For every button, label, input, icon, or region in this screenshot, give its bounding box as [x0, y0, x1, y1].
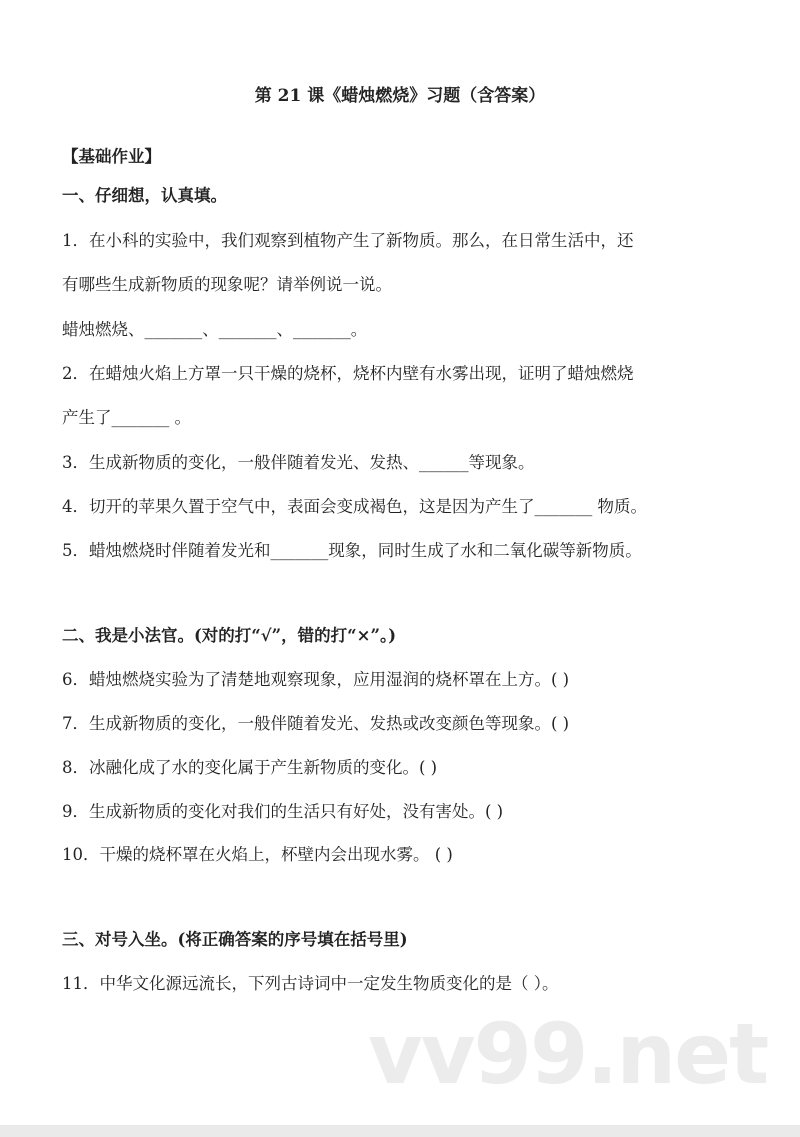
question-line: 9．生成新物质的变化对我们的生活只有好处，没有害处。( ): [62, 802, 504, 821]
question-line: 蜡烛燃烧、_______、_______、_______。: [62, 320, 368, 339]
part1-heading: 一、仔细想，认真填。: [62, 186, 227, 205]
document-title: 第 21 课《蜡烛燃烧》习题（含答案）: [254, 86, 546, 106]
section-label: 【基础作业】: [62, 147, 161, 166]
question-line: 3．生成新物质的变化，一般伴随着发光、发热、______等现象。: [62, 453, 535, 472]
question-line: 4．切开的苹果久置于空气中，表面会变成褐色，这是因为产生了_______ 物质。: [62, 497, 647, 516]
part2-heading: 二、我是小法官。(对的打“√”，错的打“×”。): [62, 626, 396, 645]
watermark: vv99.net: [368, 1005, 768, 1103]
question-line: 8．冰融化成了水的变化属于产生新物质的变化。( ): [62, 758, 438, 777]
question-line: 11．中华文化源远流长，下列古诗词中一定发生物质变化的是（ ）。: [62, 974, 559, 993]
question-line: 产生了_______ 。: [62, 408, 191, 427]
question-line: 10．干燥的烧杯罩在火焰上，杯壁内会出现水雾。 ( ): [62, 845, 453, 864]
question-line: 6．蜡烛燃烧实验为了清楚地观察现象，应用湿润的烧杯罩在上方。( ): [62, 670, 570, 689]
question-line: 2．在蜡烛火焰上方罩一只干燥的烧杯，烧杯内壁有水雾出现，证明了蜡烛燃烧: [62, 364, 634, 383]
question-line: 5．蜡烛燃烧时伴随着发光和_______现象，同时生成了水和二氧化碳等新物质。: [62, 541, 642, 560]
question-line: 1．在小科的实验中，我们观察到植物产生了新物质。那么，在日常生活中，还: [62, 231, 634, 250]
page-bottom-edge: [0, 1125, 800, 1137]
part3-heading: 三、对号入坐。(将正确答案的序号填在括号里): [62, 930, 408, 949]
question-line: 7．生成新物质的变化，一般伴随着发光、发热或改变颜色等现象。( ): [62, 714, 570, 733]
question-line: 有哪些生成新物质的现象呢？请举例说一说。: [62, 275, 392, 294]
